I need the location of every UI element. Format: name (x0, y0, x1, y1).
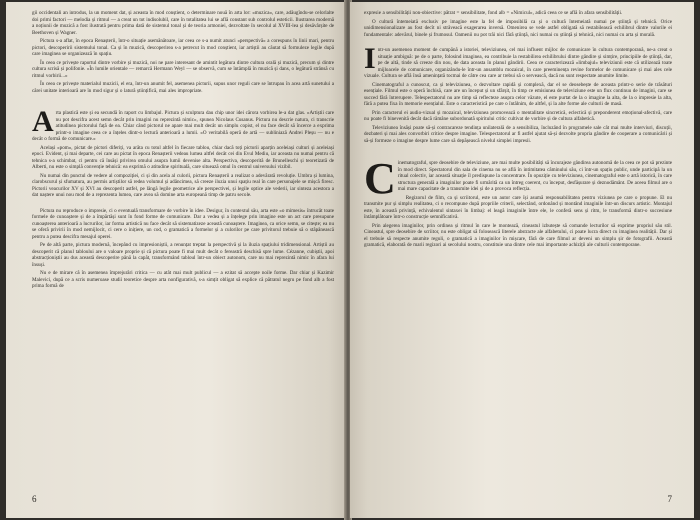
paragraph: Același «pom», pictat de pictori diferiți, va arăta cu totul altfel în fiecare tablou, chiar dacă toți pictorii aparțin aceleiași culturi și aceleiași epoci. Evident, și mai departe, cei care au pictat în epoca Renașterii vedeau lumea altfel decât cei din Evul Mediu, iar aceasta nu numai pentru că tehnica s-a schimbat, ci pentru că însăși privirea omului asupra lumii devenise alta. Perspectiva, descoperită de Brunelleschi și teoretizată de Alberti, nu este o simplă convenție tehnică: ea exprimă o atitudine spirituală, care situează omul în centrul universului vizibil. (32, 144, 334, 170)
right-page (350, 2, 694, 518)
right-section-1 (364, 10, 672, 38)
paragraph: Prin caracterul ei audio-vizual și mozaical, televiziunea promovează o mentalitate sincretică, eclectică și preponderent emoțional-afectivă, care nu poate fi binevenită decât dacă rămâne subordonată spiritului critic cultivat de vorbire și de cultura alfabetică. (364, 109, 672, 122)
paragraph: O cultură întemeiată exclusiv pe imagine este la fel de imposibilă ca și o cultură întemeiată numai pe știință și tehnică. Orice unidimensionalizare au fost decît ni străveacă exagerarea inversă. Omenirea se vede astfel obligată să restabilească echilibrul dintre valorile ei fundamentale: adevărul, binele și frumosul. Oamenii nu pot trăi nici fără știință, nici numai cu știință și tehnică, nici numai cu arta și morală. (364, 18, 672, 38)
paragraph: gii occidentali an introdus, la un moment dat, și aceasta în mod conștient, o determinare nouă în arta lor: «muzica», care, adăugîndu-se celorlalte doi primi factori — melodia și ritmul — a creat un tot indisolubil, care în totalitatea lui se află constant sub controlul esteticii. Ilustrarea modernă a noțiunii de muzică a fost ilustrată pentru prima dată de sistemul tonal și de teoria armoniei, dezvoltate în secolul al XVIII-lea și desăvârșite de Beethoven și Wagner. (32, 10, 334, 36)
paragraph: ntr-un asemenea moment de cumpănă a istoriei, televiziunea, cel mai influent mijloc de comunicare în cultura contemporană, ne-a creat o situație ambiguă: pe de o parte, folosind imaginea, ea contribuie la restabilirea echilibrului dintre gândire și simțire, principiile de știință, dar, pe de altă, tinde să creeze din nou, de data aceasta în planul gândirii. Ceea ce caracterizează «limbajul» televiziunii este că utilizează toate mijloacele de comunicare, organizându-le într-un ansamblu mozaical, în care preeminența revine formelor de comunicare și mai ales cele vizuale. Cultura se află însă amenințată tocmai de către cea care ar trebui să o servească, dacă nu sunt respectate anumite limite. (364, 47, 672, 79)
left-section-1 (32, 10, 334, 94)
paragraph: Pe de altă parte, pictura modernă, începând cu impresioniștii, a renunțat treptat la perspectivă și la iluzia spațiului tridimensional. Artiștii au descoperit că planul tabloului are o valoare proprie și că pictura poate fi mai mult decât o fereastră deschisă spre lume. Cézanne, cubiștii, apoi abstracționiștii au dus această descoperire până la capăt, transformând tabloul într-un obiect autonom, care nu mai reprezintă nimic în afara lui însuși. (32, 242, 334, 268)
paragraph: Cinematograful a cunoscut, ca și televiziunea, o dezvoltare rapidă și complexă, dar el se deosebește de aceasta printr-o serie de trăsături esențiale. Filmul este o operă închisă, care are un început și un sfârșit, în timp ce emisiunea de televiziune este un flux continuu de imagini, care se succed fără întrerupere. Telespectatorul nu are timp să reflecteze asupra celor văzute, el este purtat de la o imagine la alta, de la o impresie la alta, fără a putea fixa în memorie esențialul. Este o caracteristică pe care o întâlnim, de altfel, și la alte forme ale culturii de masă. (364, 81, 672, 107)
paragraph: Televiziunea însăși poate să-și contracareze tendința unilaterală de a sensibiliza, încluzând în programele sale cât mai multe interviuri, discuții, dezbateri și mai ales convorbiri critice despre imagine. Telespectatorul ar fi astfel ajutat să-și dezvolte propria gândire de cooperare a comunicării și să-și formeze o imagine despre lume care să depășească nivelul simplei impresii. (364, 124, 672, 144)
drop-cap: I (364, 42, 376, 75)
paragraph: Nu numai din punctul de vedere al compoziției, ci și din acela al culorii, pictura Renașterii a realizat o adevărată revoluție. Umbra și lumina, clarobscurul și sfumatura, au permis artiștilor să redea volumul și adâncimea, să creeze iluzia unui spațiu real în care personajele se mișcă firesc. Pictorii veacurilor XV și XVI au descoperit astfel, pe lângă legile geometrice ale perspectivei, și legile optice ale vederii, iar sinteza acestora a dat naștere unui nou mod de a reprezenta lumea, care avea să domine arta europeană timp de patru secole. (32, 172, 334, 198)
paragraph: Regizorul de film, ca și scriitorul, este un autor care își asumă responsabilitatea pentru viziunea pe care o propune. El nu transmite pur și simplu realitatea, ci o recompune după propriile criterii, selectând, ordonând și montând imaginile într-un discurs artistic. Montajul este, în această privință, echivalentul sintaxei în limbaj: el leagă imaginile între ele, le conferă sens și ritm, le transformă dintr-o succesiune întâmplătoare într-o construcție semnificativă. (364, 194, 672, 220)
left-page (6, 2, 346, 518)
paragraph: expresie a sensibilității non-obiective: pătrat = sensibilitate, fond alb = «Nimicul», adică ceea ce se află în afara sensibilității. (364, 10, 623, 16)
paragraph: În ceea ce privește raportul dintre vorbire și muzică, noi ne pare interesant de amintit legătura dintre cultura orală și muzică, precum și dintre cultura scrisă și polifonie. «În lumile orientale — remarcă Hermann Weyl — se observă, cum se întâmplă în muzică și dans, o legătură strânsă cu ritmul vorbirii...» (32, 59, 334, 79)
right-section-2 (364, 42, 672, 144)
paragraph: rta plastică este și ea secundă în raport cu limbajul. Pictura și sculptura dau chip unor idei cărora vorbirea le-a dat glas. «Artiștii care nu pot descifra acest semn decât prin imagini nu reprezintă nimic», spunea Nicolaus Cusanus. Pictura nu descrie natura, ci transcrie atitudinea pictorului față de ea. Chiar când pictorul ne apare mai mult decât un simplu copist, el nu face decât să încerce a exprima printr-o imagine ceea ce a înțeles dintr-o lectură anterioară a lumii. «O veritabilă operă de artă — subliniază Andrei Pleșu — nu e decât o formă de comunicare.» (32, 110, 334, 142)
paragraph: inematograful, spre deosebire de televiziune, are mai multe posibilități să încurajeze gândirea autonomă de la ceea ce pot să prezinte în mod direct. Spectatorul din sala de cinema nu se află în intimitatea căminului său, ci într-un spațiu public, unde participă la un ritual colectiv, iar această situație îl predispune la concentrare. În opoziție cu televiziunea, cinematograful este o artă istorică, în care structura generală a imaginilor poate fi urmărită ca un întreg coerent, cu început, desfășurare și deznodământ. De aceea filmul are o mai mare capacitate de a transmite idei și de a provoca reflecția. (397, 160, 672, 192)
left-section-2 (32, 105, 334, 290)
drop-cap: A (32, 105, 54, 138)
page-number: 7 (667, 494, 672, 504)
paragraph: În ceea ce privește materialul muzicii, el era, într-un anumit fel, asemenea picturii, supus unor reguli care se întrupau în acea artă sunetului a cărei unitate interioară are în mod sigur și o latură științifică, mai ales impropriate. (32, 81, 334, 94)
page-number: 6 (32, 494, 37, 504)
paragraph: Nu e de mirare că în asemenea împrejurări critica — cu atât mai mult publicul — a ezitat să accepte noile forme. Dar chiar și Kazimir Malevici, după ce a scris numeroase studii teoretice despre arta nonfigurativă, s-a simțit obligat să explice că pătratul negru pe fond alb a fost prima formă de (32, 270, 334, 289)
right-section-3 (364, 154, 672, 249)
paragraph: Prin alegerea imaginilor, prin ordinea și ritmul în care le montează, cineastul izbutește să comande lecturilor să exprime propriul său stil. Cineastul, spre deosebire de scriitor, nu este obligat să folosească literele abstracte ale alfabetului, ci poate lucra direct cu imaginea realității. Dar și el trebuie să respecte anumite reguli, o gramatică a imaginilor în mișcare, fără de care filmul ar deveni un simplu șir de fotografii. Această gramatică, elaborată de marii regizori ai secolului nostru, constituie una dintre cele mai importante achiziții ale culturii contemporane. (364, 222, 672, 248)
drop-cap: C (364, 154, 396, 203)
paragraph: Pictura s-a aflat, în epoca Renașterii, într-o situație asemănătoare, iar ceea ce s-a numit atunci «perspectivă» a corespuns în linii mari, pentru pictori, descoperirii sistemului tonal. Ca și în muzică, descoperirea s-a petrecut în mod conștient, iar artiștii au căutat să formuleze legile după care imaginea se organizează în spațiu. (32, 38, 334, 57)
paragraph: Pictura nu reproduce o impresie, ci o eventuală transformare de vorbire în idee. Desigur, în contextul său, arta este «o mimesis» întrucât toate formele de cunoaștere și de a împărtăși sunt în fond forme de comunicare. Dar a vedea și a înțelege prin imagine este un act care presupune cunoașterea anterioară a lucrurilor, iar forma artistică nu face decât să sistematizeze această cunoaștere. Imaginea, ca orice semn, se citește; ea nu se oferă privirii în mod nemijlocit, ci cere o inițiere, un cod, o gramatică a formelor și a culorilor pe care privitorul trebuie să o stăpânească pentru a putea descifra mesajul operei. (32, 207, 334, 240)
